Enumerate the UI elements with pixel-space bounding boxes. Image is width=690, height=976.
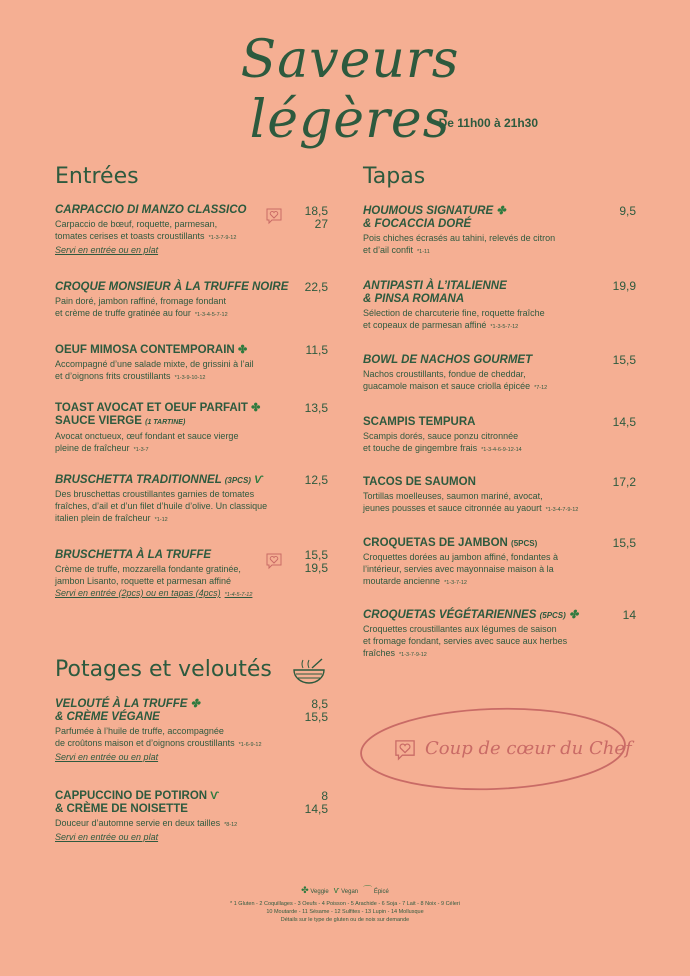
- item-price: 8 14,5: [304, 789, 328, 816]
- clover-icon: ✤: [190, 698, 200, 710]
- clover-icon: ✤: [569, 609, 579, 621]
- heart-icon: [264, 551, 284, 571]
- item-name: CARPACCIO DI MANZO CLASSICO: [55, 204, 247, 216]
- menu-item: TACOS DE SAUMON Tortillas moelleuses, saumon mariné, avocat, jeunes pousses et sauce citronnée au yaourt *1-3-4-7-9-12: [363, 476, 579, 513]
- item-price: 19,9: [612, 279, 636, 293]
- item-price: 8,5 15,5: [304, 697, 328, 724]
- item-desc: Carpaccio de bœuf, roquette, parmesan, tomates cerises et toasts croustillants *1-3-7-9-12: [55, 219, 237, 241]
- soup-bowl-icon: [290, 656, 328, 688]
- section-title-potages: Potages et veloutés: [55, 657, 272, 682]
- item-price: 13,5: [304, 401, 328, 415]
- menu-title: Saveurs légères: [240, 30, 460, 150]
- menu-item: BRUSCHETTA À LA TRUFFE Crème de truffe, mozzarella fondante gratinée, jambon Lisanto, roquette et parmesan affiné Servi en entrée (2pcs) ou en tapas (4pcs) *1-4-5-7-12: [55, 549, 253, 598]
- heart-icon: [392, 737, 418, 763]
- item-price: 9,5: [619, 204, 636, 218]
- vegan-icon: Ѵ: [254, 474, 263, 486]
- menu-item: CAPPUCCINO DE POTIRON Ѵ & CRÈME DE NOISETTE Douceur d’automne servie en deux tailles *8-12 Servi en entrée ou en plat: [55, 790, 238, 842]
- vegan-icon: ѵ: [333, 885, 340, 895]
- item-price: 14: [622, 608, 636, 622]
- menu-item: CROQUETAS DE JAMBON (5PCS) Croquettes dorées au jambon affiné, fondantes à l’intérieur, servies avec mayonnaise maison à la moutarde ancienne *1-3-7-12: [363, 537, 558, 586]
- menu-item: CROQUETAS VÉGÉTARIENNES (5PCS) ✤ Croquettes croustillantes aux légumes de saison et fromage fondant, servies avec sauce aux herbes fraîches *1-3-7-9-12: [363, 609, 579, 658]
- menu-item: TOAST AVOCAT ET OEUF PARFAIT ✤ SAUCE VIERGE (1 TARTINE) Avocat onctueux, œuf fondant et sauce vierge pleine de fraîcheur *1-3-7: [55, 402, 261, 453]
- chef-favorite-label: Coup de cœur du Chef: [425, 738, 632, 759]
- item-price: 15,5: [612, 353, 636, 367]
- menu-item: CROQUE MONSIEUR À LA TRUFFE NOIRE Pain doré, jambon raffiné, fromage fondant et crème de truffe gratinée au four *1-3-4-5-7-12: [55, 281, 289, 318]
- legend: ✤ Veggie ѵ Vegan ⌒ Épicé * 1 Gluten - 2 Coquillages - 3 Oeufs - 4 Poisson - 5 Arachide - 6 Soja - 7 Lait - 8 Noix - 9 Céleri 10 Moutarde - 11 Sésame - 12 Sulfites - 13 Lupin - 14 Mollusque Détails sur le type de gluten ou de noix sur demande: [230, 885, 460, 923]
- clover-icon: ✤: [496, 205, 506, 217]
- menu-item: [55, 204, 255, 256]
- heart-icon: [264, 206, 284, 226]
- menu-item: BRUSCHETTA TRADITIONNEL (3PCS) Ѵ Des bruschettas croustillantes garnies de tomates fraîches, d’ail et d’un filet d’huile d’olive. Un classique italien plein de fraîcheur *1-12: [55, 474, 268, 523]
- item-price: 11,5: [305, 343, 328, 357]
- item-note: Servi en entrée ou en plat: [55, 245, 159, 255]
- item-price: 12,5: [304, 473, 328, 487]
- menu-item: ANTIPASTI À L’ITALIENNE & PINSA ROMANA Sélection de charcuterie fine, roquette fraîche et copeaux de parmesan affiné *1-3-5-7-12: [363, 280, 545, 330]
- item-price: 15,5 19,5: [304, 548, 328, 575]
- menu-item: SCAMPIS TEMPURA Scampis dorés, sauce ponzu citronnée et touche de gingembre frais *1-3-4-6-9-12-14: [363, 416, 522, 453]
- clover-icon: ✤: [251, 402, 261, 414]
- menu-item: VELOUTÉ À LA TRUFFE ✤ & CRÈME VÉGANE Parfumée à l’huile de truffe, accompagnée de croûtons maison et d’oignons croustillants *1-6-9-12 Servi en entrée ou en plat: [55, 698, 262, 762]
- clover-icon: ✤: [301, 885, 309, 895]
- clover-icon: ✤: [237, 344, 248, 356]
- menu-item: HOUMOUS SIGNATURE ✤ & FOCACCIA DORÉ Pois chiches écrasés au tahini, relevés de citron et d’ail confit *1-11: [363, 205, 556, 255]
- item-price: 22,5: [304, 280, 328, 294]
- item-price: 17,2: [612, 475, 636, 489]
- section-title-tapas: Tapas: [363, 164, 426, 189]
- item-price: 18,5 27: [304, 204, 328, 231]
- opening-hours: De 11h00 à 21h30: [438, 116, 538, 130]
- menu-item: BOWL DE NACHOS GOURMET Nachos croustillants, fondue de cheddar, guacamole maison et sauce criolla épicée *7-12: [363, 354, 548, 391]
- chili-icon: ⌒: [363, 885, 373, 895]
- menu-item: OEUF MIMOSA CONTEMPORAIN ✤ Accompagné d’une salade mixte, de grissini à l’ail et d’oignons frits croustillants *1-3-9-10-12: [55, 344, 254, 381]
- section-title-entrees: Entrées: [55, 164, 139, 189]
- item-price: 15,5: [612, 536, 636, 550]
- vegan-icon: Ѵ: [210, 790, 220, 802]
- item-price: 14,5: [612, 415, 636, 429]
